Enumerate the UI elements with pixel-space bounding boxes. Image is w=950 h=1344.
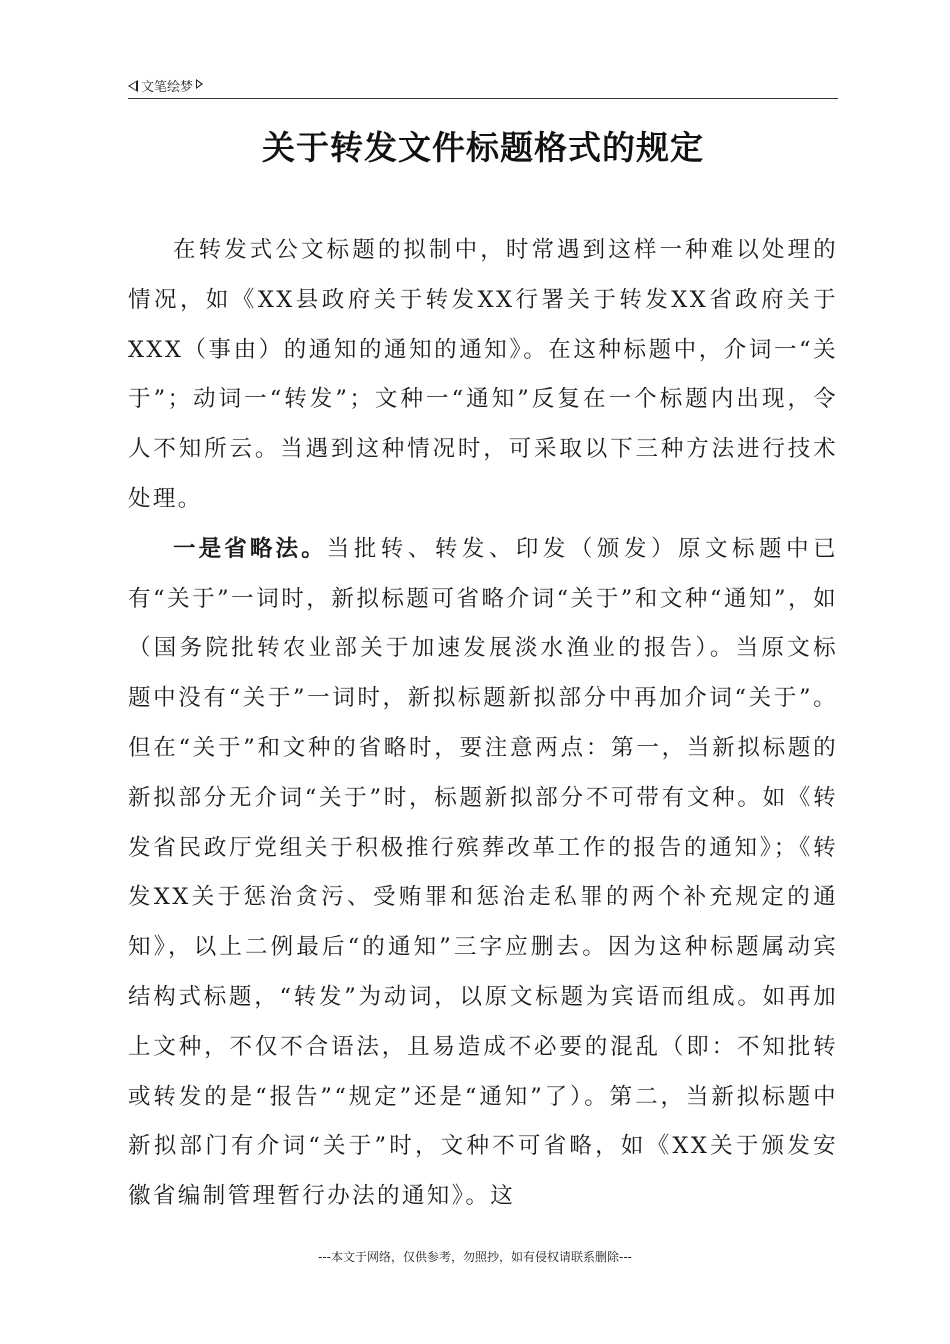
paragraph-omission-method xyxy=(128,525,838,1222)
document-body xyxy=(128,226,838,1222)
paragraph-lead: 一是省略法。 xyxy=(173,535,327,562)
triangle-left-icon xyxy=(128,80,138,92)
triangle-right-icon xyxy=(196,79,203,89)
header-brand-text: 文笔绘梦 xyxy=(141,80,194,95)
footer-disclaimer: ---本文于网络，仅供参考，勿照抄，如有侵权请联系删除--- xyxy=(318,1250,632,1264)
document-title: 关于转发文件标题格式的规定 xyxy=(262,128,704,167)
paragraph-intro: 在转发式公文标题的拟制中，时常遇到这样一种难以处理的情况，如《XX县政府关于转发XX行署关于转发XX省政府关于XXX（事由）的通知的通知的通知》。在这种标题中，介词一“关于”；动词一“转发”；文种一“通知”反复在一个标题内出现，令人不知所云。当遇到这种情况时，可采取以下三种方法进行技术处理。 xyxy=(128,237,838,512)
paragraph-body: 当批转、转发、印发（颁发）原文标题中已有“关于”一词时，新拟标题可省略介词“关于”和文种“通知”，如（国务院批转农业部关于加速发展淡水渔业的报告）。当原文标题中没有“关于”一词时，新拟标题新拟部分中再加介词“关于”。但在“关于”和文种的省略时，要注意两点：第一，当新拟标题的新拟部分无介词“关于”时，标题新拟部分不可带有文种。如《转发省民政厅党组关于积极推行殡葬改革工作的报告的通知》；《转发XX关于惩治贪污、受贿罪和惩治走私罪的两个补充规定的通知》，以上二例最后“的通知”三字应删去。因为这种标题属动宾结构式标题，“转发”为动词，以原文标题为宾语而组成。如再加上文种，不仅不合语法，且易造成不必要的混乱（即：不知批转或转发的是“报告”“规定”还是“通知”了）。第二，当新拟标题中新拟部门有介词“关于”时，文种不可省略，如《XX关于颁发安徽省编制管理暂行办法的通知》。这 xyxy=(128,535,838,1210)
header-brand xyxy=(128,76,203,95)
page-header xyxy=(128,72,838,99)
